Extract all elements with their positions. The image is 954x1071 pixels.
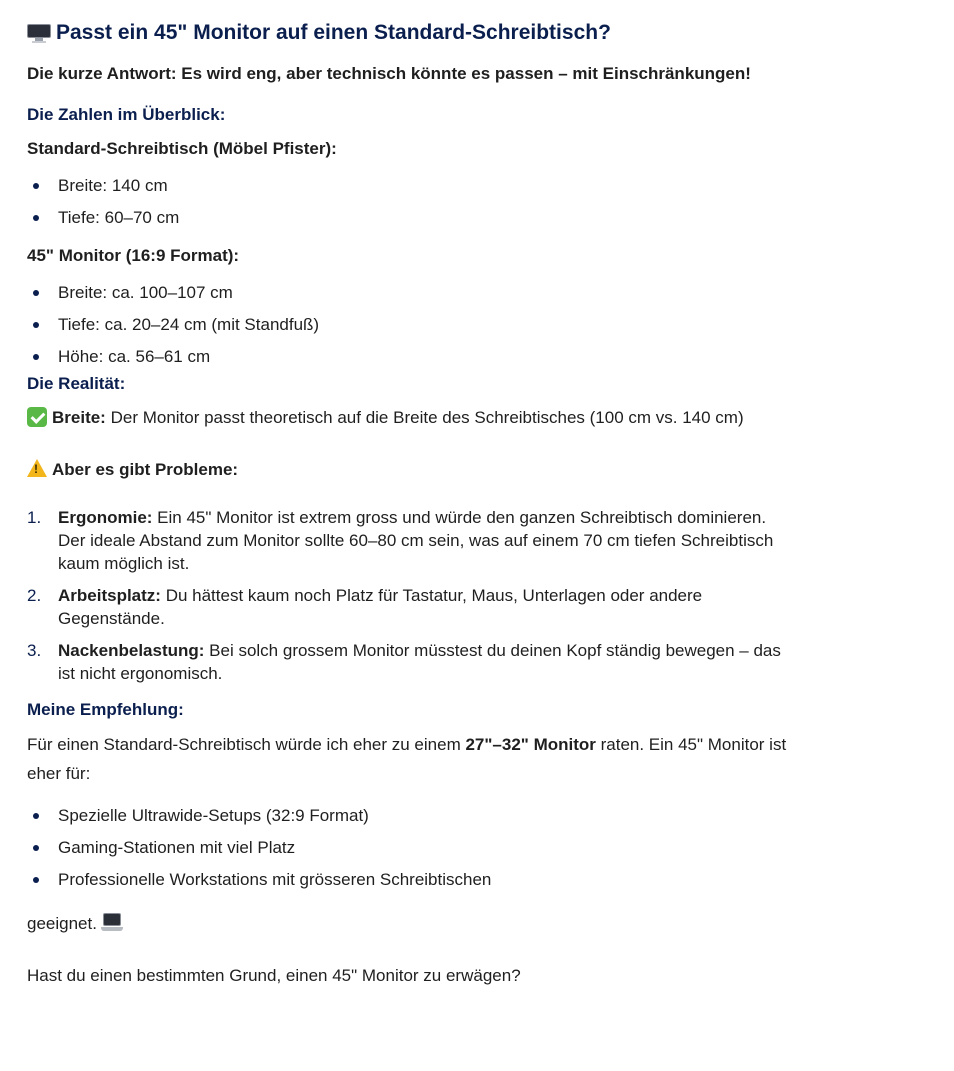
- recommendation-text-bold: 27"–32" Monitor: [465, 735, 596, 754]
- recommendation-text-before: Für einen Standard-Schreibtisch würde ich eher zu einem: [27, 735, 466, 754]
- list-item: Breite: ca. 100–107 cm: [27, 281, 797, 313]
- follow-up-question: Hast du einen bestimmten Grund, einen 45" Monitor zu erwägen?: [27, 966, 521, 985]
- closing-text: geeignet.: [27, 914, 97, 933]
- recommendation-text-after: raten. Ein 45" Monitor ist eher für:: [27, 735, 787, 783]
- warning-icon: [27, 459, 47, 477]
- list-item: Tiefe: ca. 20–24 cm (mit Standfuß): [27, 313, 797, 345]
- problem-title: Nackenbelastung:: [58, 641, 205, 660]
- list-number: 1.: [27, 508, 42, 527]
- answer-title-text: Passt ein 45" Monitor auf einen Standard-Schreibtisch?: [56, 21, 611, 44]
- width-note: [27, 406, 797, 429]
- width-note-bold: Breite:: [52, 408, 106, 427]
- short-answer: Die kurze Antwort: Es wird eng, aber technisch könnte es passen – mit Einschränkungen!: [27, 64, 751, 83]
- list-item: Professionelle Workstations mit grösseren Schreibtischen: [27, 868, 797, 900]
- list-item: Gaming-Stationen mit viel Platz: [27, 836, 797, 868]
- problems-list: [27, 506, 797, 685]
- laptop-icon: [101, 913, 123, 932]
- recommendation-closing: [27, 912, 797, 935]
- problem-text: Du hättest kaum noch Platz für Tastatur, Maus, Unterlagen oder andere Gegenstände.: [58, 586, 703, 628]
- problem-title: Ergonomie:: [58, 508, 153, 527]
- list-number: 2.: [27, 586, 42, 605]
- check-mark-icon: [27, 407, 47, 427]
- width-note-text: Der Monitor passt theoretisch auf die Breite des Schreibtisches (100 cm vs. 140 cm): [105, 408, 744, 427]
- monitor-label: 45" Monitor (16:9 Format):: [27, 246, 240, 265]
- overview-heading: Die Zahlen im Überblick:: [27, 105, 226, 124]
- recommendation-text: [27, 730, 797, 788]
- list-item: [27, 639, 797, 685]
- desk-specs-list: [27, 174, 797, 238]
- list-item: Breite: 140 cm: [27, 174, 797, 206]
- problems-label-row: [27, 458, 797, 481]
- problem-text: Ein 45" Monitor ist extrem gross und würde den ganzen Schreibtisch dominieren. Der ideale Abstand zum Monitor sollte 60–80 cm sein, was auf einem 70 cm tiefen Schreibtisch kaum möglich ist.: [58, 508, 774, 573]
- problems-label: Aber es gibt Probleme:: [52, 460, 239, 479]
- list-item: Spezielle Ultrawide-Setups (32:9 Format): [27, 804, 797, 836]
- list-item: Höhe: ca. 56–61 cm: [27, 345, 797, 377]
- problem-title: Arbeitsplatz:: [58, 586, 161, 605]
- recommendation-list: [27, 804, 797, 900]
- monitor-specs-list: [27, 281, 797, 377]
- desk-label: Standard-Schreibtisch (Möbel Pfister):: [27, 139, 337, 158]
- answer-title: [27, 18, 797, 48]
- list-item: Tiefe: 60–70 cm: [27, 206, 797, 238]
- list-item: [27, 506, 797, 575]
- problem-text: Bei solch grossem Monitor müsstest du deinen Kopf ständig bewegen – das ist nicht ergonomisch.: [58, 641, 781, 683]
- list-item: [27, 584, 797, 630]
- reality-heading: Die Realität:: [27, 374, 126, 393]
- recommendation-heading: Meine Empfehlung:: [27, 700, 184, 719]
- list-number: 3.: [27, 641, 42, 660]
- desktop-computer-icon: [27, 23, 51, 43]
